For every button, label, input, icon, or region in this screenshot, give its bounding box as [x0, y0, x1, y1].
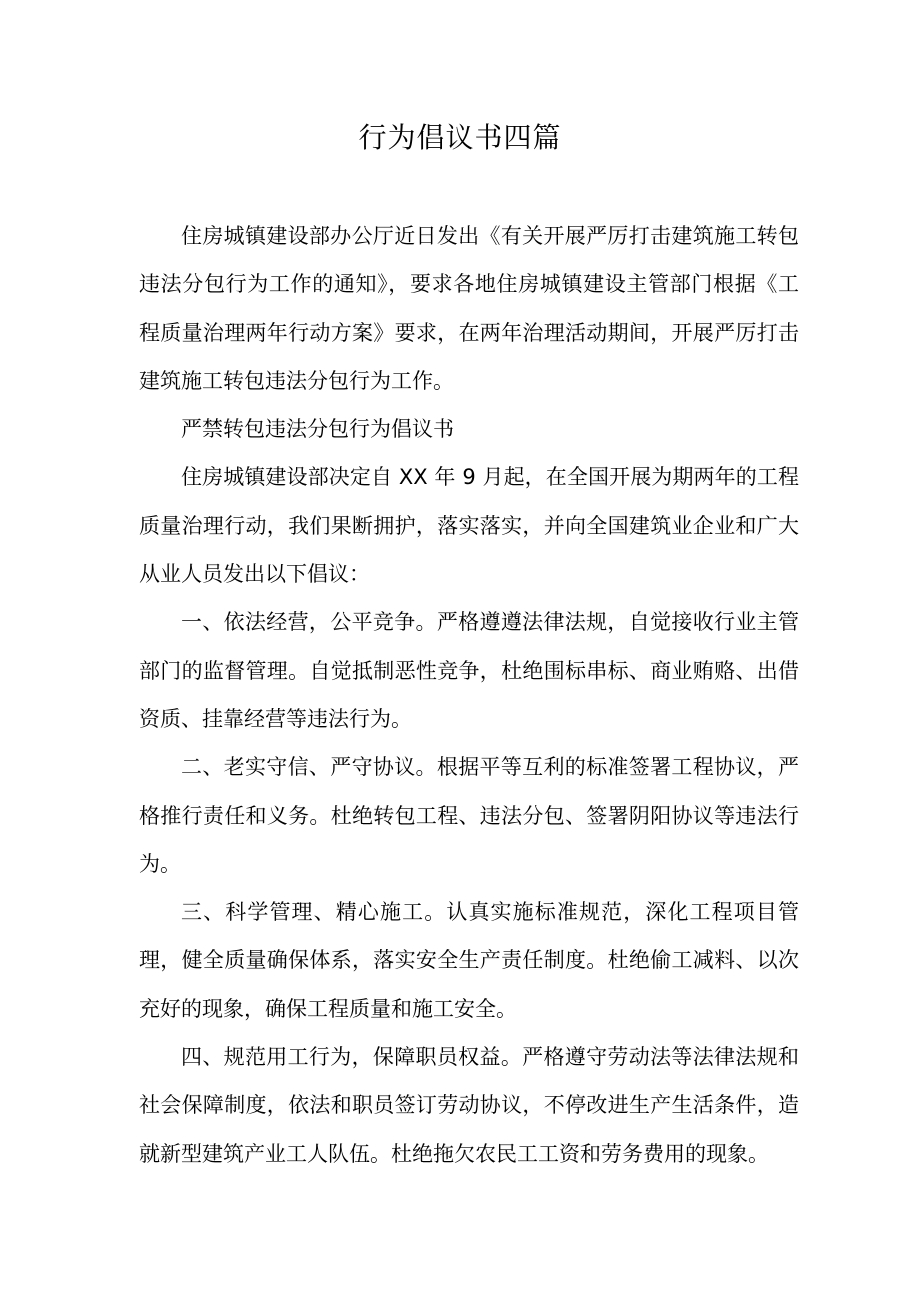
paragraph-item-2: 二、老实守信、严守协议。根据平等互利的标准签署工程协议，严格推行责任和义务。杜绝转包工程、违法分包、签署阴阳协议等违法行为。	[139, 755, 799, 876]
paragraph-intro: 住房城镇建设部办公厅近日发出《有关开展严厉打击建筑施工转包违法分包行为工作的通知》，要求各地住房城镇建设主管部门根据《工程质量治理两年行动方案》要求，在两年治理活动期间，开展严厉打击建筑施工转包违法分包行为工作。	[139, 224, 799, 393]
paragraph-item-3: 三、科学管理、精心施工。认真实施标准规范，深化工程项目管理，健全质量确保体系，落实安全生产责任制度。杜绝偷工减料、以次充好的现象，确保工程质量和施工安全。	[139, 900, 799, 1021]
paragraph-subtitle: 严禁转包违法分包行为倡议书	[181, 417, 454, 442]
paragraph-item-1: 一、依法经营，公平竞争。严格遵遵法律法规，自觉接收行业主管部门的监督管理。自觉抵制恶性竞争，杜绝围标串标、商业贿赂、出借资质、挂靠经营等违法行为。	[139, 610, 799, 731]
document-body	[139, 212, 799, 1178]
paragraph-item-4: 四、规范用工行为，保障职员权益。严格遵守劳动法等法律法规和社会保障制度，依法和职员签订劳动协议，不停改进生产生活条件，造就新型建筑产业工人队伍。杜绝拖欠农民工工资和劳务费用的现象。	[139, 1045, 799, 1166]
paragraph-decision: 住房城镇建设部决定自 XX 年 9 月起，在全国开展为期两年的工程质量治理行动，我们果断拥护，落实落实，并向全国建筑业企业和广大从业人员发出以下倡议：	[139, 465, 799, 587]
document-title: 行为倡议书四篇	[358, 121, 562, 154]
